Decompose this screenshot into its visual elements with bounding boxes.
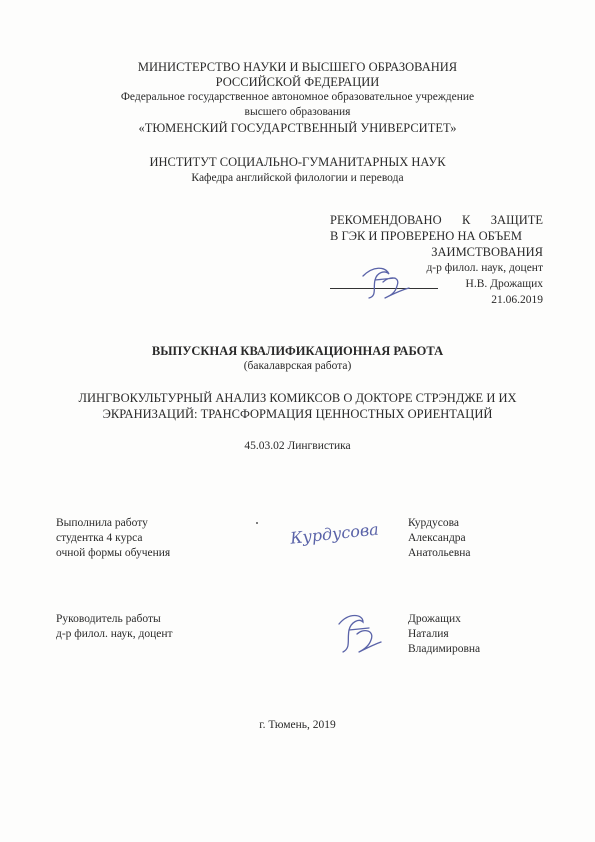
topic-block: [0, 390, 595, 422]
work-type: ВЫПУСКНАЯ КВАЛИФИКАЦИОННАЯ РАБОТА: [151, 344, 444, 358]
approver-name: Н.В. Дрожащих: [465, 278, 543, 290]
recommendation-line-3: ЗАИМСТВОВАНИЯ: [431, 245, 543, 259]
supervisor-first-name: Наталия: [408, 628, 449, 640]
specialty-block: [0, 439, 595, 454]
approver-degree: д-р филол. наук, доцент: [426, 262, 543, 274]
education-level-line: высшего образования: [244, 106, 351, 118]
supervisor-role-line-2: д-р филол. наук, доцент: [56, 628, 173, 640]
topic-line-1: ЛИНГВОКУЛЬТУРНЫЙ АНАЛИЗ КОМИКСОВ О ДОКТОРЕ СТРЭНДЖЕ И ИХ: [78, 391, 517, 405]
supervisor-patronymic: Владимировна: [408, 643, 481, 655]
student-signature-image: [286, 514, 380, 554]
student-name-block: [408, 516, 471, 561]
topic-line-2: ЭКРАНИЗАЦИЙ: ТРАНСФОРМАЦИЯ ЦЕННОСТНЫХ ОРИЕНТАЦИЙ: [102, 407, 493, 421]
federation-line: РОССИЙСКОЙ ФЕДЕРАЦИИ: [215, 75, 380, 89]
specialty-code: 45.03.02 Лингвистика: [244, 440, 351, 452]
institute-name: ИНСТИТУТ СОЦИАЛЬНО-ГУМАНИТАРНЫХ НАУК: [149, 155, 446, 169]
header-block: [0, 60, 595, 137]
approval-date: 21.06.2019: [491, 294, 543, 306]
department-name: Кафедра английской филологии и перевода: [191, 172, 404, 184]
recommendation-line-1: РЕКОМЕНДОВАНО К ЗАЩИТЕ: [330, 213, 543, 227]
student-first-name: Александра: [408, 532, 466, 544]
work-title-block: [0, 343, 595, 374]
university-name: «ТЮМЕНСКИЙ ГОСУДАРСТВЕННЫЙ УНИВЕРСИТЕТ»: [138, 121, 457, 135]
city-year: г. Тюмень, 2019: [259, 719, 336, 731]
footer-block: [0, 718, 595, 733]
supervisor-surname: Дрожащих: [408, 613, 461, 625]
ministry-line: МИНИСТЕРСТВО НАУКИ И ВЫСШЕГО ОБРАЗОВАНИЯ: [137, 60, 458, 74]
approver-signature-image: [355, 258, 415, 303]
institution-type-line: Федеральное государственное автономное образовательное учреждение: [120, 91, 475, 103]
student-patronymic: Анатольевна: [408, 547, 471, 559]
supervisor-signature-image: [333, 608, 385, 658]
student-role-line-2: студентка 4 курса: [56, 532, 143, 544]
supervisor-role-line-1: Руководитель работы: [56, 613, 161, 625]
student-role-block: [56, 516, 170, 561]
student-role-line-1: Выполнила работу: [56, 517, 148, 529]
supervisor-role-block: [56, 612, 173, 642]
supervisor-name-block: [408, 612, 480, 657]
institute-block: [0, 154, 595, 186]
work-subtype: (бакалаврская работа): [243, 360, 352, 372]
recommendation-line-2: В ГЭК И ПРОВЕРЕНО НА ОБЪЕМ: [330, 229, 522, 243]
student-role-line-3: очной формы обучения: [56, 547, 171, 559]
student-signature-text: Курдусова: [289, 519, 380, 548]
dot-mark: [256, 522, 258, 524]
student-surname: Курдусова: [408, 517, 459, 529]
